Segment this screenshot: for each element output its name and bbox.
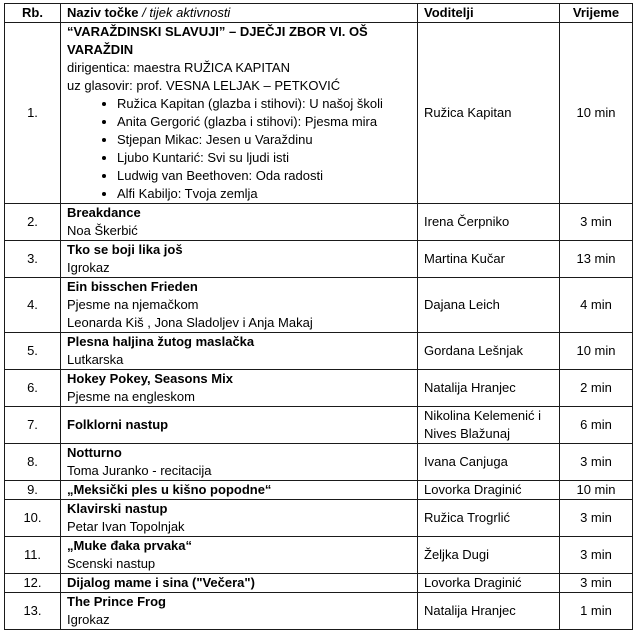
activity-detail: dirigentica: maestra RUŽICA KAPITAN xyxy=(67,60,290,75)
duration-cell: 3 min xyxy=(560,537,633,574)
row-number: 13. xyxy=(5,593,61,630)
activity-detail: Pjesme na engleskom xyxy=(67,389,195,404)
activity-title: „Muke đaka prvaka“ xyxy=(67,538,193,553)
duration-cell: 3 min xyxy=(560,204,633,241)
duration-cell: 6 min xyxy=(560,407,633,444)
leader-cell: Ivana Canjuga xyxy=(418,444,560,481)
activity-cell xyxy=(61,278,418,333)
table-row xyxy=(5,593,633,630)
table-row xyxy=(5,481,633,500)
duration-cell: 3 min xyxy=(560,574,633,593)
activity-detail: Scenski nastup xyxy=(67,556,156,571)
activity-cell xyxy=(61,500,418,537)
row-number: 5. xyxy=(5,333,61,370)
row-number: 10. xyxy=(5,500,61,537)
activity-detail: Petar Ivan Topolnjak xyxy=(67,519,185,534)
activity-title: The Prince Frog xyxy=(67,594,166,609)
table-row xyxy=(5,23,633,204)
activity-cell xyxy=(61,333,418,370)
leader-cell: Željka Dugi xyxy=(418,537,560,574)
duration-cell: 2 min xyxy=(560,370,633,407)
activity-cell xyxy=(61,407,418,444)
song-item: • Ružica Kapitan (glazba i stihovi): U našoj školi xyxy=(117,95,411,113)
header-naziv xyxy=(61,4,418,23)
activity-title: Hokey Pokey, Seasons Mix xyxy=(67,371,233,386)
row-number: 9. xyxy=(5,481,61,500)
leader-cell: Lovorka Draginić xyxy=(418,574,560,593)
activity-cell xyxy=(61,204,418,241)
table-row xyxy=(5,241,633,278)
duration-cell: 10 min xyxy=(560,23,633,204)
row-number: 7. xyxy=(5,407,61,444)
duration-cell: 1 min xyxy=(560,593,633,630)
leader-cell: Ružica Kapitan xyxy=(418,23,560,204)
header-rb: Rb. xyxy=(5,4,61,23)
activity-title: Breakdance xyxy=(67,205,141,220)
table-header xyxy=(5,4,633,23)
duration-cell: 10 min xyxy=(560,333,633,370)
activity-cell xyxy=(61,444,418,481)
activity-title: “VARAŽDINSKI SLAVUJI” – DJEČJI ZBOR VI. OŠ VARAŽDIN xyxy=(67,24,368,57)
activity-detail: Noa Škerbić xyxy=(67,223,138,238)
activity-title: Notturno xyxy=(67,445,122,460)
song-list xyxy=(67,95,411,203)
activity-detail: Pjesme na njemačkom xyxy=(67,297,199,312)
activity-cell xyxy=(61,574,418,593)
header-naziv-main: Naziv točke xyxy=(67,5,139,20)
row-number: 4. xyxy=(5,278,61,333)
activity-title: Ein bisschen Frieden xyxy=(67,279,198,294)
row-number: 11. xyxy=(5,537,61,574)
header-row xyxy=(5,4,633,23)
activity-detail: Igrokaz xyxy=(67,260,110,275)
table-row xyxy=(5,204,633,241)
table-row xyxy=(5,574,633,593)
table-row xyxy=(5,537,633,574)
activity-title: Dijalog mame i sina ("Večera") xyxy=(67,575,255,590)
activity-detail: Igrokaz xyxy=(67,612,110,627)
activity-title: „Meksički ples u kišno popodne“ xyxy=(67,482,272,497)
row-number: 12. xyxy=(5,574,61,593)
row-number: 1. xyxy=(5,23,61,204)
duration-cell: 4 min xyxy=(560,278,633,333)
header-voditelji: Voditelji xyxy=(418,4,560,23)
duration-cell: 3 min xyxy=(560,500,633,537)
header-naziv-sub: / tijek aktivnosti xyxy=(142,5,231,20)
duration-cell: 13 min xyxy=(560,241,633,278)
program-table xyxy=(4,3,633,630)
activity-detail: Leonarda Kiš , Jona Sladoljev i Anja Makaj xyxy=(67,315,313,330)
leader-cell: Gordana Lešnjak xyxy=(418,333,560,370)
leader-cell: Natalija Hranjec xyxy=(418,370,560,407)
header-vrijeme: Vrijeme xyxy=(560,4,633,23)
row-number: 2. xyxy=(5,204,61,241)
table-row xyxy=(5,444,633,481)
row-number: 3. xyxy=(5,241,61,278)
activity-title: Folklorni nastup xyxy=(67,417,169,432)
activity-title: Plesna haljina žutog maslačka xyxy=(67,334,255,349)
table-row xyxy=(5,333,633,370)
activity-cell xyxy=(61,481,418,500)
table-row xyxy=(5,278,633,333)
leader-cell: Lovorka Draginić xyxy=(418,481,560,500)
activity-cell xyxy=(61,241,418,278)
duration-cell: 3 min xyxy=(560,444,633,481)
leader-cell: Natalija Hranjec xyxy=(418,593,560,630)
table-row xyxy=(5,407,633,444)
song-item: • Anita Gergorić (glazba i stihovi): Pjesma mira xyxy=(117,113,411,131)
leader-cell: Dajana Leich xyxy=(418,278,560,333)
table-row xyxy=(5,500,633,537)
row-number: 6. xyxy=(5,370,61,407)
song-item: • Stjepan Mikac: Jesen u Varaždinu xyxy=(117,131,411,149)
activity-detail: Toma Juranko - recitacija xyxy=(67,463,212,478)
activity-cell xyxy=(61,370,418,407)
activity-cell xyxy=(61,537,418,574)
activity-detail: uz glasovir: prof. VESNA LELJAK – PETKOVIĆ xyxy=(67,78,341,93)
table-body xyxy=(5,23,633,630)
song-item: • Alfi Kabiljo: Tvoja zemlja xyxy=(117,185,411,203)
song-item: • Ljubo Kuntarić: Svi su ljudi isti xyxy=(117,149,411,167)
activity-cell xyxy=(61,23,418,204)
leader-cell: Martina Kučar xyxy=(418,241,560,278)
activity-title: Klavirski nastup xyxy=(67,501,168,516)
row-number: 8. xyxy=(5,444,61,481)
activity-title: Tko se boji lika još xyxy=(67,242,183,257)
table-row xyxy=(5,370,633,407)
leader-cell: Nikolina Kelemenić i Nives Blažunaj xyxy=(418,407,560,444)
leader-cell: Irena Čerpniko xyxy=(418,204,560,241)
activity-cell xyxy=(61,593,418,630)
duration-cell: 10 min xyxy=(560,481,633,500)
activity-detail: Lutkarska xyxy=(67,352,124,367)
song-item: • Ludwig van Beethoven: Oda radosti xyxy=(117,167,411,185)
leader-cell: Ružica Trogrlić xyxy=(418,500,560,537)
